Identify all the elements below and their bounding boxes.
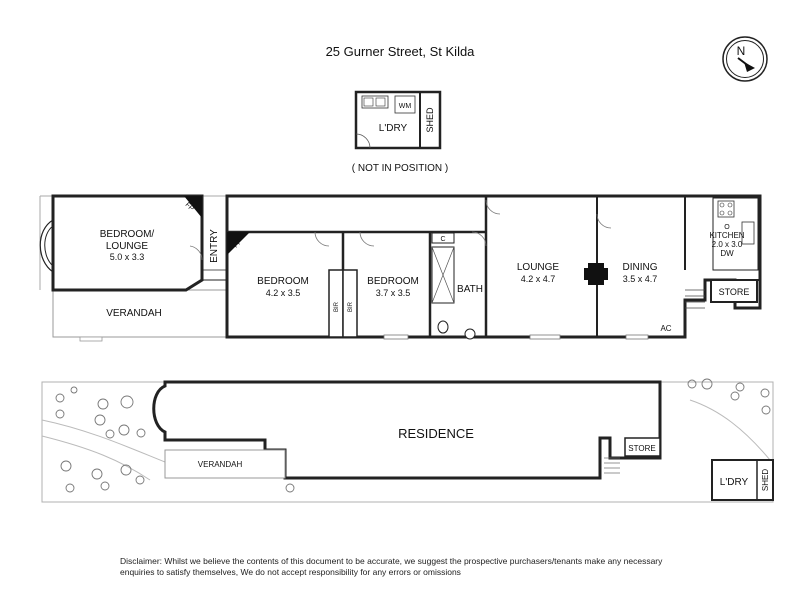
- lounge-dims: 4.2 x 4.7: [520, 274, 556, 284]
- verandah-label: VERANDAH: [106, 308, 162, 319]
- site-verandah-label: VERANDAH: [197, 460, 243, 469]
- bedroom-2-name: BEDROOM: [257, 276, 309, 287]
- bir-label-2: BIR: [348, 301, 354, 313]
- wm-label: WM: [398, 103, 412, 110]
- cupboard-label: C: [440, 236, 446, 243]
- site-store-label: STORE: [628, 444, 656, 453]
- entry-label: ENTRY: [209, 229, 220, 263]
- dining-name: DINING: [622, 262, 658, 273]
- laundry-label: L'DRY: [378, 123, 408, 134]
- bedroom-lounge-name-1: BEDROOM/: [99, 229, 155, 240]
- bedroom-2-dims: 4.2 x 3.5: [265, 288, 301, 298]
- kitchen-dims: 2.0 x 3.0: [711, 240, 743, 249]
- bedroom-3-dims: 3.7 x 3.5: [375, 288, 411, 298]
- dining-dims: 3.5 x 4.7: [622, 274, 658, 284]
- bedroom-3-name: BEDROOM: [367, 276, 419, 287]
- disclaimer-line-1: Disclaimer: Whilst we believe the contents of this document to be accurate, we suggest the prospective purchasers/tenants make any necessary: [120, 556, 663, 566]
- residence-label: RESIDENCE: [398, 426, 474, 441]
- disclaimer: [120, 556, 720, 578]
- laundry-inset: [356, 92, 440, 148]
- address-title: 25 Gurner Street, St Kilda: [325, 44, 475, 59]
- dishwasher-label: DW: [720, 249, 734, 258]
- site-plan: [42, 379, 773, 502]
- not-in-position-note: ( NOT IN POSITION ): [351, 163, 449, 174]
- north-label: N: [736, 44, 746, 58]
- oven-label: O: [724, 224, 730, 231]
- north-compass-icon: [723, 37, 767, 81]
- bath-label: BATH: [457, 284, 483, 295]
- site-shed-label: SHED: [761, 468, 770, 492]
- site-laundry-label: L'DRY: [719, 477, 749, 488]
- kitchen-name: KITCHEN: [709, 231, 745, 240]
- main-floor-plan: [40, 196, 760, 341]
- bedroom-lounge-dims: 5.0 x 3.3: [109, 252, 145, 262]
- shed-label: SHED: [425, 107, 435, 133]
- fireplace-label-2: FP: [232, 238, 244, 250]
- ac-label: AC: [660, 324, 672, 333]
- bedroom-lounge-name-2: LOUNGE: [105, 241, 149, 252]
- fireplace-label-1: FP: [183, 201, 195, 213]
- store-label: STORE: [718, 287, 750, 297]
- bir-label-1: BIR: [334, 301, 340, 313]
- disclaimer-line-2: enquiries to satisfy themselves, We do not accept responsibility for any errors or omissions: [120, 567, 461, 577]
- lounge-name: LOUNGE: [516, 262, 560, 273]
